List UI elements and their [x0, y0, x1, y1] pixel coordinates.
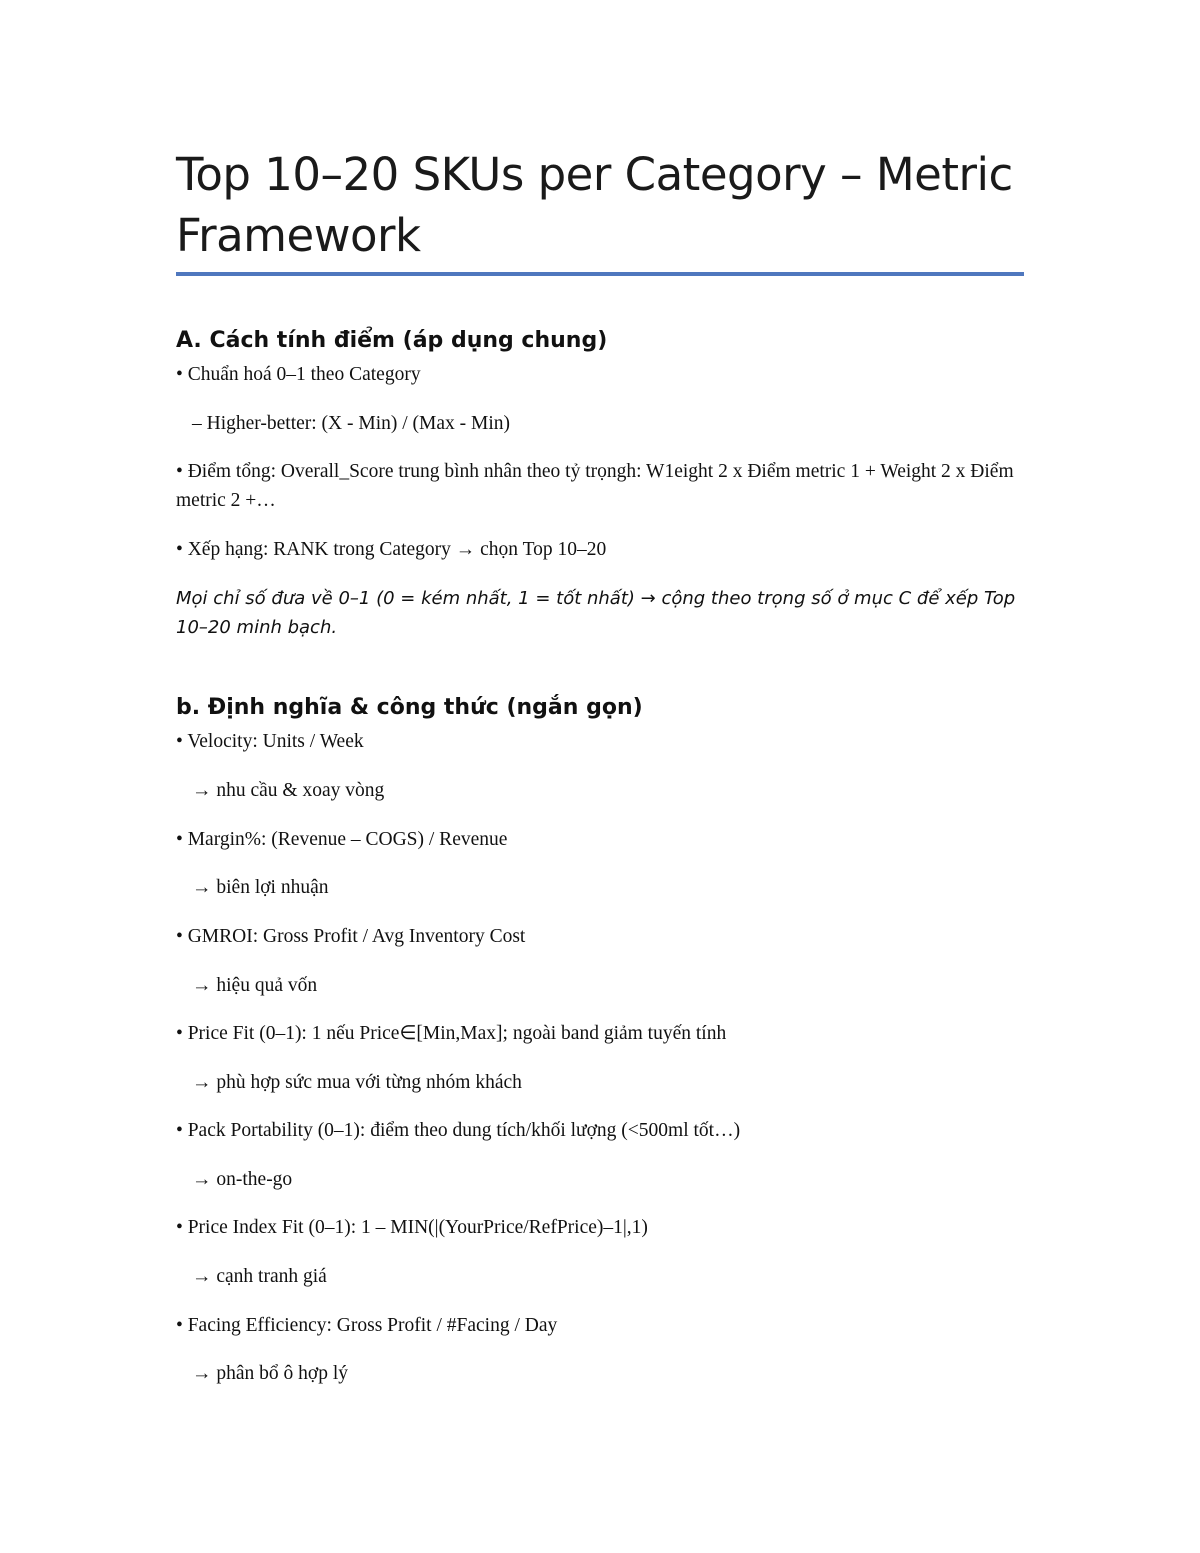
definition-note: → hiệu quả vốn [192, 975, 318, 996]
definition-note: → on-the-go [192, 1169, 293, 1190]
section-a-heading: A. Cách tính điểm (áp dụng chung) [176, 328, 608, 353]
definition-line: • Pack Portability (0–1): điểm theo dung tích/khối lượng (<500ml tốt…) [176, 1120, 741, 1141]
definition-note: → phù hợp sức mua với từng nhóm khách [192, 1072, 522, 1093]
section-a-line: • Điểm tổng: Overall_Score trung bình nhân theo tỷ trọngh: W1eight 2 x Điểm metric 1 + Weight 2 x Điểm metric 2 +… [176, 461, 1014, 511]
definition-line: • Price Fit (0–1): 1 nếu Price∈[Min,Max]; ngoài band giảm tuyến tính [176, 1023, 727, 1044]
definition-line: • Velocity: Units / Week [176, 731, 364, 752]
definition-note: → phân bổ ô hợp lý [192, 1363, 349, 1384]
definition-note: → cạnh tranh giá [192, 1266, 327, 1287]
section-a-line: • Xếp hạng: RANK trong Category → chọn Top 10–20 [176, 539, 607, 560]
definition-note: → nhu cầu & xoay vòng [192, 780, 385, 801]
section-b-heading: b. Định nghĩa & công thức (ngắn gọn) [176, 695, 643, 720]
definition-line: • Price Index Fit (0–1): 1 – MIN(|(YourPrice/RefPrice)–1|,1) [176, 1217, 648, 1238]
section-a-line: • Chuẩn hoá 0–1 theo Category [176, 364, 421, 385]
section-a-line: – Higher-better: (X - Min) / (Max - Min) [192, 413, 511, 434]
title-underline [176, 272, 1024, 276]
definition-line: • GMROI: Gross Profit / Avg Inventory Cost [176, 926, 526, 947]
section-a-note: Mọi chỉ số đưa về 0–1 (0 = kém nhất, 1 = tốt nhất) → cộng theo trọng số ở mục C để xếp Top 10–20 minh bạch. [176, 588, 1016, 638]
definition-line: • Facing Efficiency: Gross Profit / #Facing / Day [176, 1315, 558, 1336]
definition-line: • Margin%: (Revenue – COGS) / Revenue [176, 829, 508, 850]
document-title: Top 10–20 SKUs per Category – Metric Framework [176, 148, 1013, 262]
definition-note: → biên lợi nhuận [192, 877, 329, 898]
